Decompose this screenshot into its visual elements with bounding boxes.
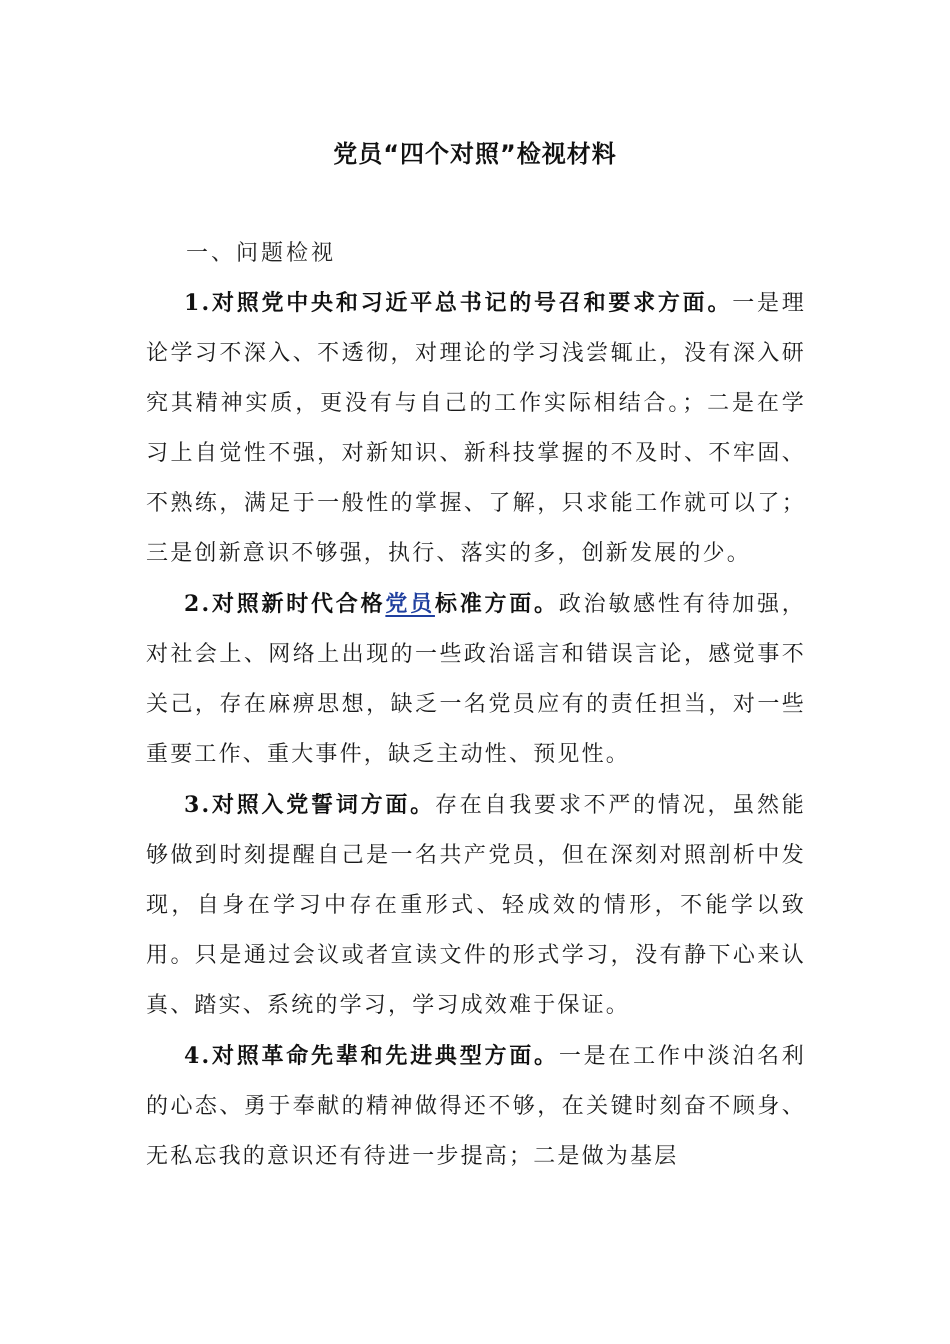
paragraph-item-1 [146,278,806,579]
document-title: 党员“四个对照”检视材料 [333,140,617,168]
paragraph-item-4 [146,1031,806,1182]
section-heading: 一、问题检视 [186,241,337,266]
paragraph-text: 政治敏感性有待加强，对社会上、网络上出现的一些政治谣言和错误言论，感觉事不关己，存在麻痹思想，缺乏一名党员应有的责任担当，对一些重要工作、重大事件，缺乏主动性、预见性。 [146,592,806,767]
paragraph-lead: 4.对照革命先辈和先进典型方面。 [184,1043,559,1069]
party-member-link[interactable]: 党员 [385,591,435,617]
document-body [146,278,806,1182]
paragraph-text: 存在自我要求不严的情况，虽然能够做到时刻提醒自己是一名共产党员，但在深刻对照剖析中发现，自身在学习中存在重形式、轻成效的情形，不能学以致用。只是通过会议或者宣读文件的形式学习，没有静下心来认真、踏实、系统的学习，学习成效难于保证。 [146,793,806,1018]
paragraph-lead-end: 标准方面。 [434,591,559,617]
paragraph-lead-start: 2.对照新时代合格 [184,591,386,617]
paragraph-lead: 1.对照党中央和习近平总书记的号召和要求方面。 [184,290,733,316]
paragraph-lead [184,591,559,617]
paragraph-lead: 3.对照入党誓词方面。 [184,792,435,818]
paragraph-text: 一是在工作中淡泊名利的心态、勇于奉献的精神做得还不够，在关键时刻奋不顾身、无私忘我的意识还有待进一步提高；二是做为基层 [146,1044,806,1169]
paragraph-item-3 [146,780,806,1031]
paragraph-item-2 [146,579,806,780]
paragraph-text: 一是理论学习不深入、不透彻，对理论的学习浅尝辄止，没有深入研究其精神实质，更没有与自己的工作实际相结合。；二是在学习上自觉性不强，对新知识、新科技掌握的不及时、不牢固、不熟练，满足于一般性的掌握、了解，只求能工作就可以了；三是创新意识不够强，执行、落实的多，创新发展的少。 [146,291,806,566]
